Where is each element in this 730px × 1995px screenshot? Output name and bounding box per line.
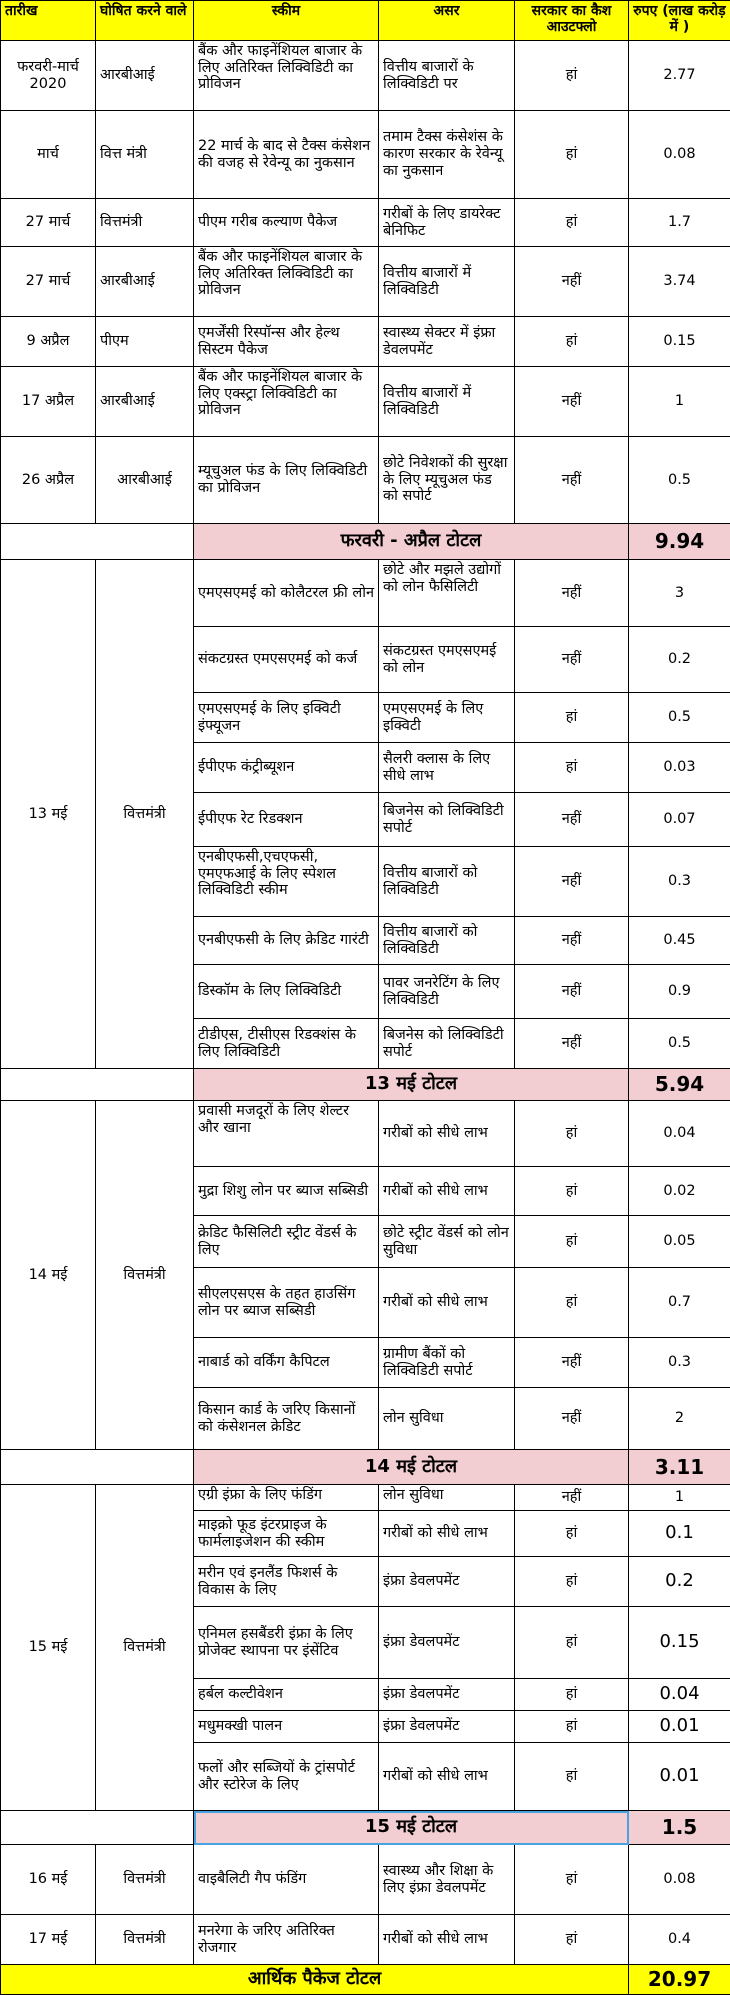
cash-outflow-cell: नहीं (515, 793, 629, 847)
subtotal-row (1, 524, 730, 560)
amount-cell: 0.9 (629, 965, 730, 1019)
impact-cell: वित्तीय बाजारों के लिक्विडिटी पर (379, 41, 515, 111)
scheme-cell: ईपीएफ रेट रिडक्शन (194, 793, 379, 847)
amount-cell: 0.3 (629, 847, 730, 917)
amount-cell: 0.5 (629, 693, 730, 743)
cash-outflow-cell: नहीं (515, 1485, 629, 1511)
scheme-cell: संकटग्रस्त एमएसएमई को कर्ज (194, 627, 379, 693)
cash-outflow-cell: हां (515, 111, 629, 199)
amount-cell: 2.77 (629, 41, 730, 111)
col-header-impact: असर (379, 1, 515, 41)
announcer-cell: आरबीआई (96, 41, 194, 111)
table-row (1, 111, 730, 199)
amount-cell: 3 (629, 560, 730, 627)
subtotal-label: फरवरी - अप्रैल टोटल (194, 524, 629, 560)
header-row (1, 1, 730, 41)
cash-outflow-cell: नहीं (515, 627, 629, 693)
announcer-cell: वित्त मंत्री (96, 111, 194, 199)
subtotal-spacer (1, 1811, 194, 1845)
scheme-cell: एमएसएमई के लिए इक्विटी इंफ्यूजन (194, 693, 379, 743)
date-cell: 27 मार्च (1, 199, 96, 247)
amount-cell: 0.08 (629, 1845, 730, 1915)
impact-cell: ग्रामीण बैंकों को लिक्विडिटी सपोर्ट (379, 1338, 515, 1388)
amount-cell: 0.15 (629, 1607, 730, 1679)
cash-outflow-cell: हां (515, 743, 629, 793)
scheme-cell: किसान कार्ड के जरिए किसानों को कंसेशनल क्रेडिट (194, 1388, 379, 1450)
amount-cell: 3.74 (629, 247, 730, 317)
table-row (1, 1915, 730, 1965)
cash-outflow-cell: हां (515, 693, 629, 743)
impact-cell: गरीबों को सीधे लाभ (379, 1101, 515, 1167)
amount-cell: 1 (629, 1485, 730, 1511)
cash-outflow-cell: नहीं (515, 437, 629, 524)
amount-cell: 0.45 (629, 917, 730, 965)
date-cell: फरवरी-मार्च 2020 (1, 41, 96, 111)
announcer-cell: वित्तमंत्री (96, 560, 194, 1069)
cash-outflow-cell: नहीं (515, 247, 629, 317)
amount-cell: 0.02 (629, 1167, 730, 1216)
date-cell: 9 अप्रैल (1, 317, 96, 367)
impact-cell: वित्तीय बाजारों में लिक्विडिटी (379, 367, 515, 437)
impact-cell: छोटे निवेशकों की सुरक्षा के लिए म्यूचुअल फंड को सपोर्ट (379, 437, 515, 524)
amount-cell: 0.07 (629, 793, 730, 847)
scheme-cell: एमर्जेंसी रिस्पॉन्स और हेल्थ सिस्टम पैकेज (194, 317, 379, 367)
amount-cell: 0.15 (629, 317, 730, 367)
scheme-cell: बैंक और फाइनेंशियल बाजार के लिए अतिरिक्त लिक्विडिटी का प्रोविजन (194, 247, 379, 317)
table-row (1, 1101, 730, 1167)
col-header-announcer: घोषित करने वाले (96, 1, 194, 41)
subtotal-value: 1.5 (629, 1811, 730, 1845)
impact-cell: वित्तीय बाजारों में लिक्विडिटी (379, 247, 515, 317)
announcer-cell: पीएम (96, 317, 194, 367)
announcer-cell: वित्तमंत्री (96, 1845, 194, 1915)
date-cell: 17 मई (1, 1915, 96, 1965)
scheme-cell: मधुमक्खी पालन (194, 1711, 379, 1743)
cash-outflow-cell: हां (515, 1915, 629, 1965)
scheme-cell: बैंक और फाइनेंशियल बाजार के लिए एक्स्ट्रा लिक्विडिटी का प्रोविजन (194, 367, 379, 437)
impact-cell: तमाम टैक्स कंसेशंस के कारण सरकार के रेवेन्यू का नुकसान (379, 111, 515, 199)
table-row (1, 199, 730, 247)
table-row (1, 41, 730, 111)
amount-cell: 0.04 (629, 1101, 730, 1167)
subtotal-row (1, 1811, 730, 1845)
announcer-cell: वित्तमंत्री (96, 1915, 194, 1965)
impact-cell: वित्तीय बाजारों को लिक्विडिटी (379, 917, 515, 965)
table-row (1, 1485, 730, 1511)
impact-cell: छोटे स्ट्रीट वेंडर्स को लोन सुविधा (379, 1216, 515, 1268)
grand-total-value: 20.97 (629, 1965, 730, 1995)
amount-cell: 0.3 (629, 1338, 730, 1388)
announcer-cell: वित्तमंत्री (96, 199, 194, 247)
scheme-cell: ईपीएफ कंट्रीब्यूशन (194, 743, 379, 793)
scheme-cell: म्यूचुअल फंड के लिए लिक्विडिटी का प्रोविजन (194, 437, 379, 524)
cash-outflow-cell: हां (515, 1679, 629, 1711)
scheme-cell: क्रेडिट फैसिलिटी स्ट्रीट वेंडर्स के लिए (194, 1216, 379, 1268)
amount-cell: 0.04 (629, 1679, 730, 1711)
grand-total-label: आर्थिक पैकेज टोटल (1, 1965, 629, 1995)
table-row (1, 437, 730, 524)
impact-cell: बिजनेस को लिक्विडिटी सपोर्ट (379, 793, 515, 847)
scheme-cell: टीडीएस, टीसीएस रिडक्शंस के लिए लिक्विडिटी (194, 1019, 379, 1069)
impact-cell: इंफ्रा डेवलपमेंट (379, 1607, 515, 1679)
scheme-cell: सीएलएसएस के तहत हाउसिंग लोन पर ब्याज सब्सिडी (194, 1268, 379, 1338)
impact-cell: गरीबों को सीधे लाभ (379, 1268, 515, 1338)
subtotal-spacer (1, 1450, 194, 1485)
cash-outflow-cell: हां (515, 1557, 629, 1607)
cash-outflow-cell: नहीं (515, 965, 629, 1019)
date-cell: 17 अप्रैल (1, 367, 96, 437)
cash-outflow-cell: हां (515, 199, 629, 247)
impact-cell: लोन सुविधा (379, 1485, 515, 1511)
scheme-cell: एग्री इंफ्रा के लिए फंडिंग (194, 1485, 379, 1511)
amount-cell: 0.03 (629, 743, 730, 793)
cash-outflow-cell: हां (515, 41, 629, 111)
amount-cell: 0.5 (629, 1019, 730, 1069)
cash-outflow-cell: हां (515, 1607, 629, 1679)
cash-outflow-cell: हां (515, 317, 629, 367)
col-header-amount: रुपए (लाख करोड़ में ) (629, 1, 730, 41)
announcer-cell: आरबीआई (96, 437, 194, 524)
cash-outflow-cell: नहीं (515, 1338, 629, 1388)
col-header-scheme: स्कीम (194, 1, 379, 41)
scheme-cell: प्रवासी मजदूरों के लिए शेल्टर और खाना (194, 1101, 379, 1167)
amount-cell: 0.1 (629, 1511, 730, 1557)
amount-cell: 0.01 (629, 1711, 730, 1743)
amount-cell: 0.2 (629, 1557, 730, 1607)
impact-cell: छोटे और मझले उद्योगों को लोन फैसिलिटी (379, 560, 515, 627)
cash-outflow-cell: नहीं (515, 560, 629, 627)
amount-cell: 1.7 (629, 199, 730, 247)
scheme-cell: हर्बल कल्टीवेशन (194, 1679, 379, 1711)
cash-outflow-cell: नहीं (515, 367, 629, 437)
amount-cell: 0.01 (629, 1743, 730, 1811)
date-cell: 26 अप्रैल (1, 437, 96, 524)
subtotal-spacer (1, 1069, 194, 1101)
subtotal-value: 9.94 (629, 524, 730, 560)
table-row (1, 560, 730, 627)
date-cell: 14 मई (1, 1101, 96, 1450)
amount-cell: 2 (629, 1388, 730, 1450)
impact-cell: एमएसएमई के लिए इक्विटी (379, 693, 515, 743)
subtotal-row (1, 1450, 730, 1485)
amount-cell: 0.2 (629, 627, 730, 693)
scheme-cell: एनिमल हसबैंडरी इंफ्रा के लिए प्रोजेक्ट स्थापना पर इंसेंटिव (194, 1607, 379, 1679)
subtotal-value: 3.11 (629, 1450, 730, 1485)
amount-cell: 0.7 (629, 1268, 730, 1338)
subtotal-value: 5.94 (629, 1069, 730, 1101)
scheme-cell: वाइबैलिटी गैप फंडिंग (194, 1845, 379, 1915)
impact-cell: इंफ्रा डेवलपमेंट (379, 1711, 515, 1743)
scheme-cell: मनरेगा के जरिए अतिरिक्त रोजगार (194, 1915, 379, 1965)
scheme-cell: मुद्रा शिशु लोन पर ब्याज सब्सिडी (194, 1167, 379, 1216)
subtotal-label: 13 मई टोटल (194, 1069, 629, 1101)
announcer-cell: वित्तमंत्री (96, 1101, 194, 1450)
cash-outflow-cell: नहीं (515, 847, 629, 917)
scheme-cell: एनबीएफसी,एचएफसी, एमएफआई के लिए स्पेशल लिक्विडिटी स्कीम (194, 847, 379, 917)
cash-outflow-cell: हां (515, 1743, 629, 1811)
cash-outflow-cell: हां (515, 1268, 629, 1338)
announcer-cell: आरबीआई (96, 247, 194, 317)
subtotal-row (1, 1069, 730, 1101)
table-row (1, 247, 730, 317)
date-cell: मार्च (1, 111, 96, 199)
col-header-date: तारीख (1, 1, 96, 41)
scheme-cell: 22 मार्च के बाद से टैक्स कंसेशन की वजह से रेवेन्यू का नुकसान (194, 111, 379, 199)
scheme-cell: पीएम गरीब कल्याण पैकेज (194, 199, 379, 247)
scheme-cell: नाबार्ड को वर्किंग कैपिटल (194, 1338, 379, 1388)
cash-outflow-cell: नहीं (515, 917, 629, 965)
impact-cell: गरीबों को सीधे लाभ (379, 1915, 515, 1965)
cash-outflow-cell: हां (515, 1845, 629, 1915)
impact-cell: पावर जनरेटिंग के लिए लिक्विडिटी (379, 965, 515, 1019)
impact-cell: स्वास्थ्य और शिक्षा के लिए इंफ्रा डेवलपमेंट (379, 1845, 515, 1915)
cash-outflow-cell: नहीं (515, 1019, 629, 1069)
impact-cell: इंफ्रा डेवलपमेंट (379, 1679, 515, 1711)
table-row (1, 367, 730, 437)
scheme-cell: मरीन एवं इनलैंड फिशर्स के विकास के लिए (194, 1557, 379, 1607)
col-header-cash-outflow: सरकार का कैश आउटफ्लो (515, 1, 629, 41)
amount-cell: 1 (629, 367, 730, 437)
cash-outflow-cell: हां (515, 1711, 629, 1743)
date-cell: 13 मई (1, 560, 96, 1069)
impact-cell: गरीबों को सीधे लाभ (379, 1743, 515, 1811)
grand-total-row (1, 1965, 730, 1995)
scheme-cell: डिस्कॉम के लिए लिक्विडिटी (194, 965, 379, 1019)
impact-cell: इंफ्रा डेवलपमेंट (379, 1557, 515, 1607)
date-cell: 27 मार्च (1, 247, 96, 317)
scheme-cell: एमएसएमई को कोलैटरल फ्री लोन (194, 560, 379, 627)
amount-cell: 0.4 (629, 1915, 730, 1965)
scheme-cell: माइक्रो फूड इंटरप्राइज के फार्मलाइजेशन की स्कीम (194, 1511, 379, 1557)
date-cell: 16 मई (1, 1845, 96, 1915)
scheme-cell: एनबीएफसी के लिए क्रेडिट गारंटी (194, 917, 379, 965)
table-row (1, 317, 730, 367)
announcer-cell: आरबीआई (96, 367, 194, 437)
subtotal-label: 14 मई टोटल (194, 1450, 629, 1485)
impact-cell: संकटग्रस्त एमएसएमई को लोन (379, 627, 515, 693)
date-cell: 15 मई (1, 1485, 96, 1811)
subtotal-label: 15 मई टोटल (194, 1811, 629, 1845)
cash-outflow-cell: हां (515, 1511, 629, 1557)
subtotal-spacer (1, 524, 194, 560)
table-row (1, 1845, 730, 1915)
amount-cell: 0.08 (629, 111, 730, 199)
impact-cell: सैलरी क्लास के लिए सीधे लाभ (379, 743, 515, 793)
scheme-cell: फलों और सब्जियों के ट्रांसपोर्ट और स्टोरेज के लिए (194, 1743, 379, 1811)
cash-outflow-cell: हां (515, 1216, 629, 1268)
impact-cell: स्वास्थ्य सेक्टर में इंफ्रा डेवलपमेंट (379, 317, 515, 367)
amount-cell: 0.05 (629, 1216, 730, 1268)
announcer-cell: वित्तमंत्री (96, 1485, 194, 1811)
impact-cell: वित्तीय बाजारों को लिक्विडिटी (379, 847, 515, 917)
cash-outflow-cell: नहीं (515, 1388, 629, 1450)
cash-outflow-cell: हां (515, 1101, 629, 1167)
impact-cell: गरीबों को सीधे लाभ (379, 1167, 515, 1216)
impact-cell: गरीबों के लिए डायरेक्ट बेनिफिट (379, 199, 515, 247)
impact-cell: बिजनेस को लिक्विडिटी सपोर्ट (379, 1019, 515, 1069)
amount-cell: 0.5 (629, 437, 730, 524)
scheme-cell: बैंक और फाइनेंशियल बाजार के लिए अतिरिक्त लिक्विडिटी का प्रोविजन (194, 41, 379, 111)
impact-cell: गरीबों को सीधे लाभ (379, 1511, 515, 1557)
impact-cell: लोन सुविधा (379, 1388, 515, 1450)
cash-outflow-cell: हां (515, 1167, 629, 1216)
